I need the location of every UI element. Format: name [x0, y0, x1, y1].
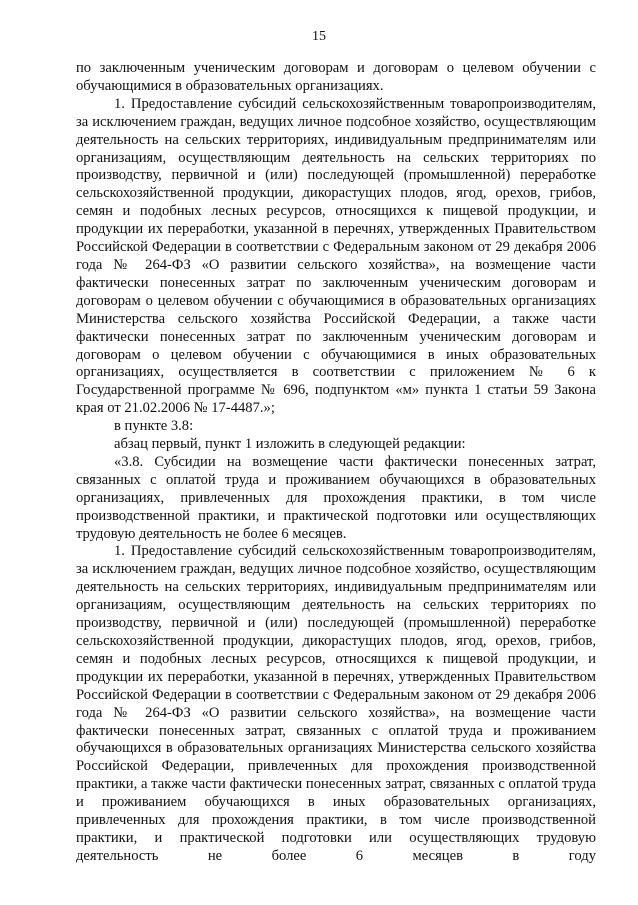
paragraph-subsidy-point-1-new: 1. Предоставление субсидий сельскохозяйственным товаропроизводителям, за исключением граждан, ведущих личное подсобное хозяйство, осуществляющим деятельность на сельских территориях, индивидуальным предпринимателям или организациям, осуществляющим деятельность на сельских территориях по производству, первичной и (или) последующей (промышленной) переработке сельскохозяйственной продукции, дикорастущих плодов, ягод, орехов, грибов, семян и подобных лесных ресурсов, относящихся к пищевой продукции, и продукции их переработки, указанной в перечнях, утвержденных Правительством Российской Федерации в соответствии с Федеральным законом от 29 декабря 2006 года № 264-ФЗ «О развитии сельского хозяйства», на возмещение части фактически понесенных затрат, связанных с оплатой труда и проживанием обучающихся в образовательных организациях Министерства сельского хозяйства Российской Федерации, привлеченных для прохождения производственной практики, а также части фактически понесенных затрат, связанных с оплатой труда и проживанием обучающихся в иных образовательных организациях, привлеченных для прохождения практики, в том числе производственной практики, и практической подготовки или осуществляющих трудовую деятельность не более 6 месяцев в году	[76, 543, 596, 864]
paragraph-continuation: по заключенным ученическим договорам и договорам о целевом обучении с обучающимися в образовательных организациях.	[76, 60, 596, 94]
paragraph-amendment-instruction: абзац первый, пункт 1 изложить в следующей редакции:	[114, 436, 466, 453]
page-number: 15	[312, 29, 326, 44]
paragraph-subsidy-point-1-old: 1. Предоставление субсидий сельскохозяйственным товаропроизводителям, за исключением граждан, ведущих личное подсобное хозяйство, осуществляющим деятельность на сельских территориях, индивидуальным предпринимателям или организациям, осуществляющим деятельность на сельских территориях по производству, первичной и (или) последующей (промышленной) переработке сельскохозяйственной продукции, дикорастущих плодов, ягод, орехов, грибов, семян и подобных лесных ресурсов, относящихся к пищевой продукции, и продукции их переработки, указанной в перечнях, утвержденных Правительством Российской Федерации в соответствии с Федеральным законом от 29 декабря 2006 года № 264-ФЗ «О развитии сельского хозяйства», на возмещение части фактически понесенных затрат по заключенным ученическим договорам и договорам о целевом обучении с обучающимися в образовательных организациях Министерства сельского хозяйства Российской Федерации, а также части фактически понесенных затрат по заключенным ученическим договорам и договорам о целевом обучении с обучающимися в иных образовательных организациях, осуществляется в соответствии с приложением № 6 к Государственной программе № 696, подпунктом «м» пункта 1 статьи 59 Закона края от 21.02.2006 № 17-4487.»;	[76, 95, 596, 417]
paragraph-clause-3-8-heading: «3.8. Субсидии на возмещение части фактически понесенных затрат, связанных с оплатой труда и проживанием обучающихся в образовательных организациях, привлеченных для прохождения практики, в том числе производственной практики, и практической подготовки или осуществляющих трудовую деятельность не более 6 месяцев.	[76, 453, 596, 542]
paragraph-clause-3-8-intro: в пункте 3.8:	[114, 418, 194, 435]
document-body	[76, 60, 596, 866]
